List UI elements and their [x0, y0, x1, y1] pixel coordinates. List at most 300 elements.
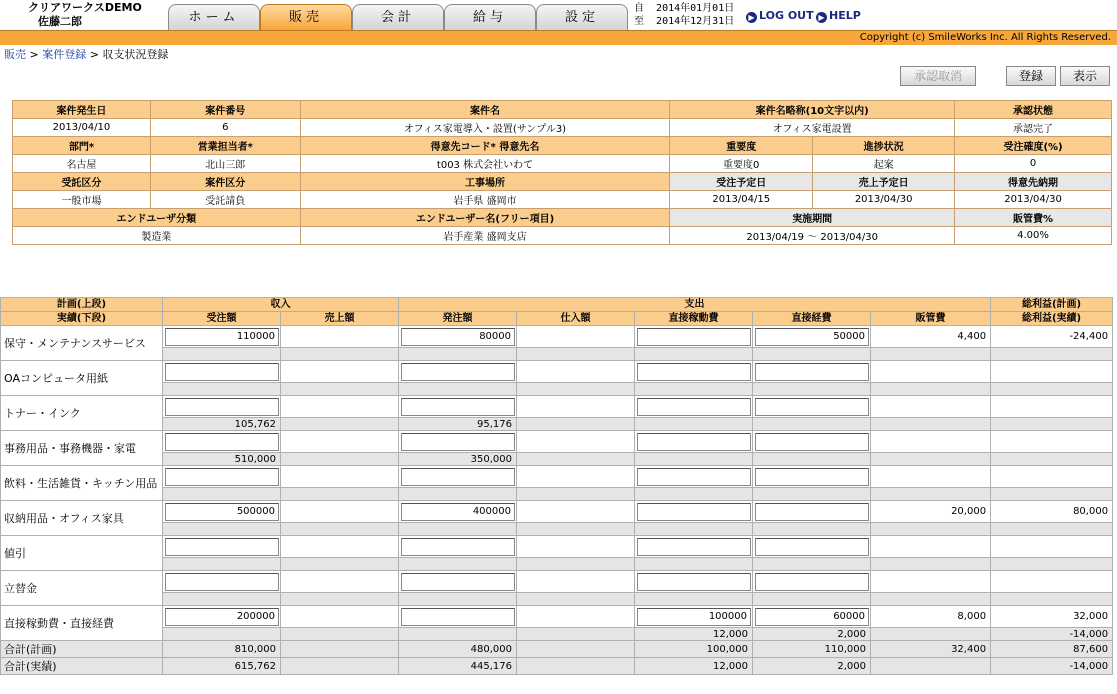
header-order-amount: 受注額	[163, 312, 281, 326]
value-sga-percent: 4.00%	[955, 227, 1112, 245]
actual-cell	[635, 523, 753, 536]
actual-cell	[517, 593, 635, 606]
value-sales-date: 2013/04/30	[813, 191, 955, 209]
label-case-number: 案件番号	[150, 101, 300, 119]
plan-cell	[635, 571, 753, 593]
plan-cell	[399, 326, 517, 348]
plan-row	[1, 431, 1113, 453]
plan-amount-input[interactable]	[755, 468, 869, 486]
tab-payroll[interactable]: 給与	[444, 4, 536, 30]
value-case-name: オフィス家電導入・設置(サンプル3)	[300, 119, 670, 137]
actual-cell	[871, 488, 991, 501]
fiscal-period	[634, 2, 734, 28]
actual-cell	[281, 523, 399, 536]
actual-cell: 95,176	[399, 418, 517, 431]
plan-amount-input[interactable]	[165, 363, 279, 381]
actual-cell	[399, 558, 517, 571]
total-plan-cell	[281, 641, 399, 658]
category-label: 収納用品・オフィス家具	[1, 501, 163, 536]
actual-cell: 105,762	[163, 418, 281, 431]
label-work-site: 工事場所	[300, 173, 670, 191]
plan-amount-input[interactable]	[401, 468, 515, 486]
profit-plan-value	[991, 466, 1113, 488]
plan-row	[1, 536, 1113, 558]
header-income: 収入	[163, 298, 399, 312]
total-plan-cell: 87,600	[991, 641, 1113, 658]
actual-row	[1, 418, 1113, 431]
plan-cell	[635, 536, 753, 558]
plan-cell	[753, 326, 871, 348]
actual-cell	[871, 383, 991, 396]
tab-home[interactable]: ホーム	[168, 4, 260, 30]
category-label: 事務用品・事務機器・家電	[1, 431, 163, 466]
header-purchase: 仕入額	[517, 312, 635, 326]
actual-cell	[517, 348, 635, 361]
profit-plan-value	[991, 396, 1113, 418]
value-case-type: 受託請負	[150, 191, 300, 209]
actual-cell	[991, 593, 1113, 606]
actual-cell	[281, 593, 399, 606]
category-label: 保守・メンテナンスサービス	[1, 326, 163, 361]
actual-cell	[163, 523, 281, 536]
plan-cell	[517, 361, 635, 383]
actual-cell	[991, 558, 1113, 571]
header-actual: 実績(下段)	[1, 312, 163, 326]
plan-amount-input[interactable]	[637, 363, 751, 381]
total-actual-label: 合計(実績)	[1, 658, 163, 675]
actual-cell	[991, 488, 1113, 501]
actual-cell	[281, 418, 399, 431]
budget-grid-body	[1, 326, 1113, 641]
actual-cell	[753, 453, 871, 466]
label-case-short-name: 案件名略称(10文字以内)	[670, 101, 955, 119]
plan-cell	[635, 606, 753, 628]
actual-cell	[399, 628, 517, 641]
plan-amount-input[interactable]	[755, 398, 869, 416]
plan-cell	[635, 326, 753, 348]
plan-amount-input[interactable]	[755, 503, 869, 521]
value-customer: t003 株式会社いわて	[300, 155, 670, 173]
actual-cell	[517, 488, 635, 501]
total-actual-cell: -14,000	[991, 658, 1113, 675]
sga-value	[871, 396, 991, 418]
actual-cell: -14,000	[991, 628, 1113, 641]
total-plan-label: 合計(計画)	[1, 641, 163, 658]
app-header	[0, 0, 1117, 46]
category-label: 飲料・生活雑貨・キッチン用品	[1, 466, 163, 501]
plan-cell	[281, 431, 399, 453]
actual-cell	[753, 523, 871, 536]
sga-value	[871, 536, 991, 558]
plan-amount-input[interactable]	[755, 363, 869, 381]
sga-value: 20,000	[871, 501, 991, 523]
plan-cell	[399, 466, 517, 488]
category-label: OAコンピュータ用紙	[1, 361, 163, 396]
value-order-probability: 0	[955, 155, 1112, 173]
logout-label: LOG OUT	[759, 9, 814, 22]
profit-plan-value: -24,400	[991, 326, 1113, 348]
total-actual-row	[1, 658, 1113, 675]
profit-plan-value: 32,000	[991, 606, 1113, 628]
arrow-right-icon: ▶	[816, 12, 827, 23]
actual-cell	[991, 383, 1113, 396]
user-name: 佐藤二郎	[38, 15, 82, 28]
actual-cell	[399, 488, 517, 501]
actual-cell	[635, 558, 753, 571]
label-order-date: 受注予定日	[670, 173, 813, 191]
value-delivery-date: 2013/04/30	[955, 191, 1112, 209]
plan-amount-input[interactable]	[755, 433, 869, 451]
period-from: 2014年01月01日	[656, 3, 735, 14]
breadcrumb	[4, 46, 168, 62]
category-label: 立替金	[1, 571, 163, 606]
label-progress: 進捗状況	[813, 137, 955, 155]
actual-cell	[399, 523, 517, 536]
plan-amount-input[interactable]	[755, 573, 869, 591]
label-customer: 得意先コード* 得意先名	[300, 137, 670, 155]
actual-cell	[871, 593, 991, 606]
plan-row	[1, 361, 1113, 383]
plan-cell	[399, 396, 517, 418]
plan-cell	[753, 571, 871, 593]
actual-cell	[753, 488, 871, 501]
total-plan-cell: 810,000	[163, 641, 281, 658]
actual-cell	[399, 383, 517, 396]
plan-amount-input[interactable]	[637, 538, 751, 556]
actual-row	[1, 628, 1113, 641]
actual-row	[1, 348, 1113, 361]
plan-cell	[517, 466, 635, 488]
actual-cell	[871, 348, 991, 361]
plan-amount-input[interactable]	[401, 363, 515, 381]
actual-cell: 2,000	[753, 628, 871, 641]
label-end-user-name: エンドユーザー名(フリー項目)	[300, 209, 670, 227]
value-importance: 重要度0	[670, 155, 813, 173]
sga-value	[871, 466, 991, 488]
profit-plan-value	[991, 431, 1113, 453]
plan-cell	[753, 466, 871, 488]
period-from-label: 自	[634, 3, 644, 14]
plan-cell	[163, 431, 281, 453]
actual-cell	[399, 348, 517, 361]
actual-cell	[871, 558, 991, 571]
plan-amount-input[interactable]	[637, 468, 751, 486]
arrow-right-icon: ▶	[746, 12, 757, 23]
value-department: 名古屋	[13, 155, 151, 173]
plan-row	[1, 501, 1113, 523]
plan-amount-input[interactable]	[637, 573, 751, 591]
actual-cell	[871, 453, 991, 466]
total-actual-cell: 445,176	[399, 658, 517, 675]
sga-value	[871, 571, 991, 593]
plan-cell	[399, 536, 517, 558]
actual-cell	[517, 558, 635, 571]
plan-cell	[635, 396, 753, 418]
value-work-site: 岩手県 盛岡市	[300, 191, 670, 209]
plan-amount-input[interactable]	[637, 328, 751, 346]
plan-cell	[281, 466, 399, 488]
total-plan-cell	[517, 641, 635, 658]
actual-row	[1, 523, 1113, 536]
plan-amount-input[interactable]	[637, 398, 751, 416]
actual-cell: 510,000	[163, 453, 281, 466]
label-delivery-date: 得意先納期	[955, 173, 1112, 191]
plan-cell	[753, 361, 871, 383]
value-order-date: 2013/04/15	[670, 191, 813, 209]
plan-amount-input[interactable]	[755, 328, 869, 346]
value-case-number: 6	[150, 119, 300, 137]
total-actual-cell: 12,000	[635, 658, 753, 675]
plan-cell	[399, 431, 517, 453]
plan-cell	[281, 361, 399, 383]
total-actual-cell: 2,000	[753, 658, 871, 675]
label-occurrence-date: 案件発生日	[13, 101, 151, 119]
copyright: Copyright (c) SmileWorks Inc. All Rights Reserved.	[859, 32, 1111, 43]
actual-cell: 12,000	[635, 628, 753, 641]
plan-cell	[753, 431, 871, 453]
actual-cell	[281, 628, 399, 641]
header-sales-amount: 売上額	[281, 312, 399, 326]
case-info-table	[12, 100, 1112, 245]
plan-cell	[517, 326, 635, 348]
actual-row	[1, 453, 1113, 466]
plan-cell	[399, 501, 517, 523]
plan-amount-input[interactable]	[165, 328, 279, 346]
header-direct-expense: 直接経費	[753, 312, 871, 326]
plan-amount-input[interactable]	[165, 433, 279, 451]
plan-cell	[517, 431, 635, 453]
plan-row	[1, 326, 1113, 348]
profit-plan-value	[991, 536, 1113, 558]
actual-cell	[281, 558, 399, 571]
plan-amount-input[interactable]	[165, 573, 279, 591]
actual-cell	[753, 593, 871, 606]
header-bar	[0, 30, 1117, 45]
actual-cell	[635, 348, 753, 361]
profit-plan-value: 80,000	[991, 501, 1113, 523]
label-case-name: 案件名	[300, 101, 670, 119]
plan-cell	[163, 396, 281, 418]
plan-amount-input[interactable]	[401, 433, 515, 451]
label-end-user-category: エンドユーザ分類	[13, 209, 301, 227]
plan-cell	[163, 466, 281, 488]
plan-cell	[281, 396, 399, 418]
plan-cell	[163, 361, 281, 383]
plan-cell	[281, 606, 399, 628]
actual-cell	[517, 628, 635, 641]
plan-cell	[399, 361, 517, 383]
plan-cell	[753, 606, 871, 628]
plan-amount-input[interactable]	[165, 608, 279, 626]
plan-cell	[635, 431, 753, 453]
actual-cell	[399, 593, 517, 606]
register-button[interactable]: 登録	[1006, 66, 1056, 86]
plan-amount-input[interactable]	[401, 608, 515, 626]
total-actual-cell	[871, 658, 991, 675]
breadcrumb-case[interactable]: 案件登録	[42, 48, 87, 61]
plan-cell	[281, 326, 399, 348]
plan-row	[1, 466, 1113, 488]
actual-row	[1, 383, 1113, 396]
plan-cell	[517, 606, 635, 628]
label-sga-percent: 販管費%	[955, 209, 1112, 227]
header-sga: 販管費	[871, 312, 991, 326]
actual-row	[1, 558, 1113, 571]
actual-cell	[163, 348, 281, 361]
actual-cell	[871, 523, 991, 536]
tab-sales[interactable]: 販売	[260, 4, 352, 30]
sga-value	[871, 431, 991, 453]
actual-cell	[517, 523, 635, 536]
category-label: 直接稼動費・直接経費	[1, 606, 163, 641]
plan-amount-input[interactable]	[165, 468, 279, 486]
actual-cell	[635, 453, 753, 466]
total-plan-cell: 32,400	[871, 641, 991, 658]
plan-cell	[163, 606, 281, 628]
budget-grid	[0, 297, 1113, 675]
actual-cell	[635, 488, 753, 501]
display-button[interactable]: 表示	[1060, 66, 1110, 86]
user-info	[28, 1, 142, 29]
actual-cell	[517, 453, 635, 466]
plan-cell	[635, 361, 753, 383]
breadcrumb-current: 収支状況登録	[102, 48, 169, 61]
plan-amount-input[interactable]	[755, 538, 869, 556]
value-occurrence-date: 2013/04/10	[13, 119, 151, 137]
actual-row	[1, 488, 1113, 501]
value-case-short-name: オフィス家電設置	[670, 119, 955, 137]
total-plan-cell: 480,000	[399, 641, 517, 658]
label-importance: 重要度	[670, 137, 813, 155]
plan-row	[1, 571, 1113, 593]
actual-cell	[163, 593, 281, 606]
plan-cell	[399, 606, 517, 628]
actual-cell	[991, 523, 1113, 536]
profit-plan-value	[991, 361, 1113, 383]
header-direct-labor: 直接稼動費	[635, 312, 753, 326]
breadcrumb-sep: >	[86, 48, 103, 61]
value-contract-type: 一般市場	[13, 191, 151, 209]
unapprove-button[interactable]: 承認取消	[900, 66, 976, 86]
breadcrumb-sep: >	[26, 48, 43, 61]
actual-cell	[163, 628, 281, 641]
plan-cell	[753, 536, 871, 558]
plan-amount-input[interactable]	[637, 608, 751, 626]
actual-cell	[517, 383, 635, 396]
total-actual-cell	[517, 658, 635, 675]
plan-row	[1, 396, 1113, 418]
plan-cell	[753, 501, 871, 523]
actual-cell	[281, 348, 399, 361]
plan-amount-input[interactable]	[637, 503, 751, 521]
plan-cell	[517, 571, 635, 593]
actual-cell	[635, 418, 753, 431]
plan-amount-input[interactable]	[165, 398, 279, 416]
plan-cell	[399, 571, 517, 593]
plan-cell	[635, 466, 753, 488]
plan-cell	[163, 536, 281, 558]
breadcrumb-sales[interactable]: 販売	[4, 48, 26, 61]
value-implementation-period: 2013/04/19 〜 2013/04/30	[670, 227, 955, 245]
category-label: トナー・インク	[1, 396, 163, 431]
actual-cell	[163, 558, 281, 571]
actual-cell	[281, 488, 399, 501]
plan-cell	[163, 571, 281, 593]
period-to-label: 至	[634, 16, 644, 27]
value-sales-rep: 北山三郎	[150, 155, 300, 173]
category-label: 値引	[1, 536, 163, 571]
actual-cell	[753, 348, 871, 361]
header-plan: 計画(上段)	[1, 298, 163, 312]
value-end-user-name: 岩手産業 盛岡支店	[300, 227, 670, 245]
plan-cell	[635, 501, 753, 523]
plan-amount-input[interactable]	[165, 503, 279, 521]
actual-cell	[753, 383, 871, 396]
total-plan-cell: 100,000	[635, 641, 753, 658]
label-implementation-period: 実施期間	[670, 209, 955, 227]
actual-cell	[991, 348, 1113, 361]
actual-cell	[163, 383, 281, 396]
plan-cell	[281, 536, 399, 558]
actual-cell: 350,000	[399, 453, 517, 466]
plan-amount-input[interactable]	[755, 608, 869, 626]
plan-amount-input[interactable]	[401, 538, 515, 556]
plan-amount-input[interactable]	[637, 433, 751, 451]
actual-cell	[991, 418, 1113, 431]
period-to: 2014年12月31日	[656, 16, 735, 27]
plan-cell	[163, 501, 281, 523]
company-name: クリアワークスDEMO	[28, 1, 142, 14]
plan-cell	[517, 536, 635, 558]
plan-amount-input[interactable]	[165, 538, 279, 556]
tab-accounting[interactable]: 会計	[352, 4, 444, 30]
plan-row	[1, 606, 1113, 628]
tab-settings[interactable]: 設定	[536, 4, 628, 30]
total-actual-cell	[281, 658, 399, 675]
actual-cell	[753, 418, 871, 431]
plan-cell	[517, 501, 635, 523]
plan-amount-input[interactable]	[401, 398, 515, 416]
label-sales-rep: 営業担当者*	[150, 137, 300, 155]
header-profit-actual: 総利益(実績)	[991, 312, 1113, 326]
plan-cell	[281, 501, 399, 523]
plan-amount-input[interactable]	[401, 328, 515, 346]
label-order-probability: 受注確度(%)	[955, 137, 1112, 155]
plan-amount-input[interactable]	[401, 573, 515, 591]
actual-cell	[753, 558, 871, 571]
plan-amount-input[interactable]	[401, 503, 515, 521]
total-plan-row	[1, 641, 1113, 658]
help-link[interactable]	[816, 9, 861, 23]
header-profit-plan: 総利益(計画)	[991, 298, 1113, 312]
total-actual-cell: 615,762	[163, 658, 281, 675]
actual-cell	[163, 488, 281, 501]
actual-row	[1, 593, 1113, 606]
plan-cell	[163, 326, 281, 348]
actual-cell	[635, 383, 753, 396]
label-department: 部門*	[13, 137, 151, 155]
total-plan-cell: 110,000	[753, 641, 871, 658]
value-progress: 起案	[813, 155, 955, 173]
help-label: HELP	[829, 9, 861, 22]
logout-link[interactable]	[746, 9, 814, 23]
actual-cell	[635, 593, 753, 606]
label-approval-status: 承認状態	[955, 101, 1112, 119]
plan-cell	[517, 396, 635, 418]
value-approval-status: 承認完了	[955, 119, 1112, 137]
actual-cell	[281, 453, 399, 466]
profit-plan-value	[991, 571, 1113, 593]
